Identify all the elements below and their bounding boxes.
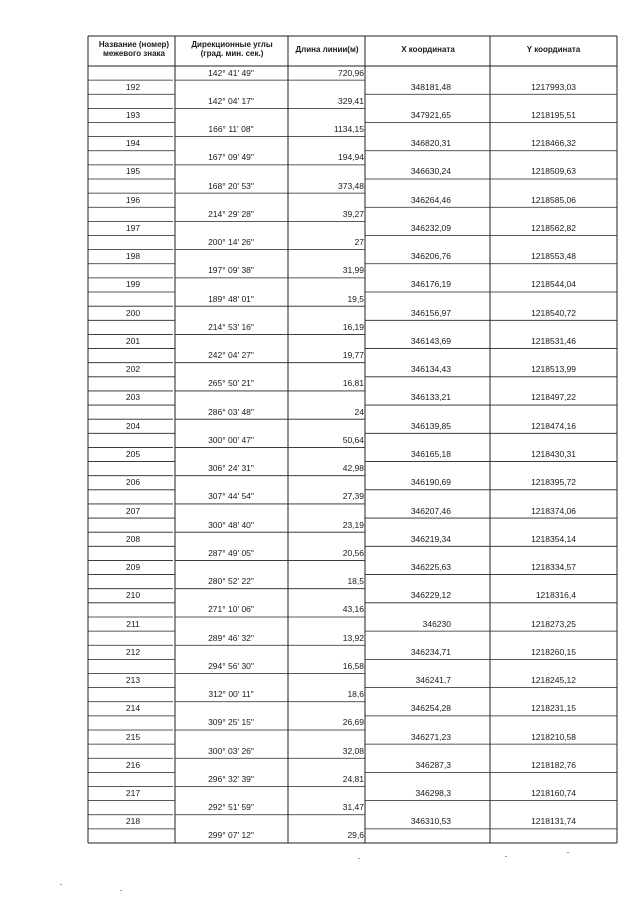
y-coordinate: 1218509,63	[531, 166, 576, 177]
y-coordinate: 1218374,06	[531, 505, 576, 516]
x-coordinate: 346232,09	[410, 222, 451, 233]
line-length: 24	[354, 406, 364, 417]
direction-angle: 168° 20' 53"	[208, 180, 254, 191]
y-coordinate: 1218231,15	[531, 703, 576, 714]
line-length: 13,92	[342, 632, 364, 643]
scan-speck	[120, 890, 122, 891]
boundary-mark-name: 214	[125, 703, 141, 714]
line-length: 29,6	[347, 830, 364, 841]
line-length: 16,58	[342, 660, 364, 671]
direction-angle: 197° 09' 38"	[208, 265, 254, 276]
line-length: 27,39	[342, 491, 364, 502]
direction-angle: 296° 32' 39"	[208, 773, 254, 784]
y-coordinate: 1218562,82	[531, 222, 576, 233]
y-coordinate: 1218316,4	[535, 590, 576, 601]
x-coordinate: 346298,3	[415, 788, 451, 799]
header-length: Длина линии(м)	[295, 45, 359, 54]
x-coordinate: 346219,34	[410, 533, 451, 544]
direction-angle: 142° 41' 49"	[208, 67, 254, 78]
x-coordinate: 346206,76	[410, 251, 451, 262]
direction-angle: 242° 04' 27"	[208, 350, 254, 361]
y-coordinate: 1218466,32	[531, 138, 576, 149]
direction-angle: 300° 03' 26"	[208, 745, 254, 756]
y-coordinate: 1218585,06	[531, 194, 576, 205]
line-length: 50,64	[342, 434, 364, 445]
y-coordinate: 1218131,74	[531, 816, 576, 827]
line-length: 31,47	[342, 802, 364, 813]
line-length: 42,98	[342, 463, 364, 474]
y-coordinate: 1218474,16	[531, 420, 576, 431]
boundary-mark-name: 195	[125, 166, 141, 177]
boundary-mark-name: 204	[125, 420, 141, 431]
direction-angle: 312° 00' 11"	[208, 689, 254, 700]
y-coordinate: 1218513,99	[531, 364, 576, 375]
boundary-mark-name: 211	[126, 618, 140, 629]
line-length: 373,48	[338, 180, 364, 191]
boundary-mark-name: 216	[125, 759, 141, 770]
line-length: 720,96	[338, 67, 364, 78]
x-coordinate: 346241,7	[415, 675, 451, 686]
x-coordinate: 346139,85	[410, 420, 451, 431]
y-coordinate: 1218195,51	[531, 109, 576, 120]
boundary-mark-name: 200	[125, 307, 141, 318]
boundary-mark-name: 213	[125, 675, 141, 686]
boundary-mark-name: 194	[125, 138, 141, 149]
x-coordinate: 346176,19	[410, 279, 451, 290]
y-coordinate: 1218553,48	[531, 251, 576, 262]
direction-angle: 271° 10' 06"	[208, 604, 254, 615]
boundary-mark-name: 212	[125, 646, 141, 657]
direction-angle: 300° 48' 40"	[208, 519, 254, 530]
line-length: 39,27	[342, 208, 364, 219]
x-coordinate: 346165,18	[410, 449, 451, 459]
boundary-mark-name: 210	[125, 590, 141, 601]
line-length: 23,19	[342, 519, 364, 530]
boundary-mark-name: 198	[125, 251, 141, 262]
boundary-mark-name: 203	[125, 392, 141, 403]
x-coordinate: 346207,46	[410, 505, 451, 516]
direction-angle: 167° 09' 49"	[208, 152, 254, 163]
boundary-mark-name: 197	[125, 222, 141, 233]
direction-angle: 286° 03' 48"	[208, 406, 254, 417]
header-name: Название (номер) межевого знака	[98, 40, 170, 58]
boundary-mark-name: 201	[125, 335, 141, 346]
scan-speck	[60, 884, 62, 885]
y-coordinate: 1218497,22	[531, 392, 576, 403]
line-length: 26,69	[342, 717, 364, 728]
x-coordinate: 346229,12	[410, 590, 451, 601]
boundary-mark-name: 208	[125, 533, 141, 544]
x-coordinate: 346264,46	[410, 194, 451, 205]
boundary-mark-name: 193	[125, 109, 141, 120]
boundary-mark-name: 199	[125, 279, 141, 290]
direction-angle: 287° 49' 05"	[208, 547, 254, 558]
scan-speck	[358, 858, 360, 859]
line-length: 16,81	[342, 378, 364, 389]
boundary-mark-name: 206	[125, 477, 141, 488]
x-coordinate: 346230	[422, 618, 451, 629]
direction-angle: 166° 11' 08"	[208, 124, 254, 135]
y-coordinate: 1218334,57	[531, 562, 576, 573]
direction-angle: 214° 29' 28"	[208, 208, 254, 219]
x-coordinate: 346630,24	[410, 166, 451, 177]
line-length: 329,41	[338, 95, 364, 106]
y-coordinate: 1218182,76	[531, 759, 576, 770]
line-length: 19,5	[347, 293, 364, 304]
line-length: 1134,15	[333, 124, 364, 135]
line-length: 18,5	[347, 576, 364, 587]
x-coordinate: 346190,69	[410, 477, 451, 488]
y-coordinate: 1217993,03	[531, 81, 576, 92]
x-coordinate: 346225,63	[410, 562, 451, 573]
header-y: Y координата	[526, 45, 581, 54]
x-coordinate: 348181,48	[410, 81, 451, 92]
x-coordinate: 346310,53	[410, 816, 451, 827]
direction-angle: 307° 44' 54"	[208, 491, 254, 502]
direction-angle: 289° 46' 32"	[208, 632, 254, 643]
boundary-mark-name: 205	[125, 449, 141, 459]
boundary-mark-name: 207	[125, 505, 141, 516]
header-x: X координата	[401, 45, 455, 54]
boundary-mark-name: 196	[125, 194, 141, 205]
header-angle: Дирекционные углы (град. мин. сек.)	[191, 40, 273, 58]
y-coordinate: 1218273,25	[531, 618, 576, 629]
direction-angle: 309° 25' 15"	[208, 717, 254, 728]
boundary-mark-name: 217	[125, 788, 141, 799]
y-coordinate: 1218160,74	[531, 788, 576, 799]
scan-speck	[505, 856, 507, 857]
line-length: 24,81	[342, 773, 364, 784]
y-coordinate: 1218354,14	[531, 533, 576, 544]
direction-angle: 306° 24' 31"	[208, 463, 254, 474]
line-length: 43,16	[342, 604, 364, 615]
x-coordinate: 346254,28	[410, 703, 451, 714]
line-length: 16,19	[342, 321, 364, 332]
direction-angle: 294° 56' 30"	[208, 660, 254, 671]
boundary-mark-name: 202	[125, 364, 141, 375]
direction-angle: 265° 50' 21"	[208, 378, 254, 389]
x-coordinate: 346133,21	[410, 392, 451, 403]
y-coordinate: 1218395,72	[531, 477, 576, 488]
y-coordinate: 1218544,04	[531, 279, 576, 290]
direction-angle: 142° 04' 17"	[208, 95, 254, 106]
y-coordinate: 1218430,31	[531, 449, 576, 459]
x-coordinate: 346134,43	[410, 364, 451, 375]
line-length: 32,08	[342, 745, 364, 756]
y-coordinate: 1218540,72	[531, 307, 576, 318]
boundary-mark-name: 218	[125, 816, 141, 827]
y-coordinate: 1218245,12	[531, 675, 576, 686]
direction-angle: 280° 52' 22"	[208, 576, 254, 587]
y-coordinate: 1218210,58	[531, 731, 576, 742]
boundary-mark-name: 209	[125, 562, 141, 573]
line-length: 27	[354, 237, 364, 248]
x-coordinate: 346271,23	[410, 731, 451, 742]
x-coordinate: 346287,3	[415, 759, 451, 770]
line-length: 194,94	[338, 152, 364, 163]
direction-angle: 200° 14' 26"	[208, 237, 254, 248]
line-length: 19,77	[342, 350, 364, 361]
x-coordinate: 346234,71	[410, 646, 451, 657]
scan-speck	[567, 852, 569, 853]
x-coordinate: 347921,65	[410, 109, 451, 120]
x-coordinate: 346820,31	[410, 138, 451, 149]
boundary-mark-name: 215	[125, 731, 141, 742]
x-coordinate: 346143,69	[410, 335, 451, 346]
y-coordinate: 1218260,15	[531, 646, 576, 657]
direction-angle: 189° 48' 01"	[208, 293, 254, 304]
line-length: 20,56	[342, 547, 364, 558]
line-length: 18,6	[347, 689, 364, 700]
direction-angle: 292° 51' 59"	[208, 802, 254, 813]
boundary-mark-name: 192	[125, 81, 141, 92]
x-coordinate: 346156,97	[410, 307, 451, 318]
direction-angle: 214° 53' 16"	[208, 321, 254, 332]
direction-angle: 299° 07' 12"	[208, 830, 254, 841]
y-coordinate: 1218531,46	[531, 335, 576, 346]
line-length: 31,99	[342, 265, 364, 276]
direction-angle: 300° 00' 47"	[208, 434, 254, 445]
